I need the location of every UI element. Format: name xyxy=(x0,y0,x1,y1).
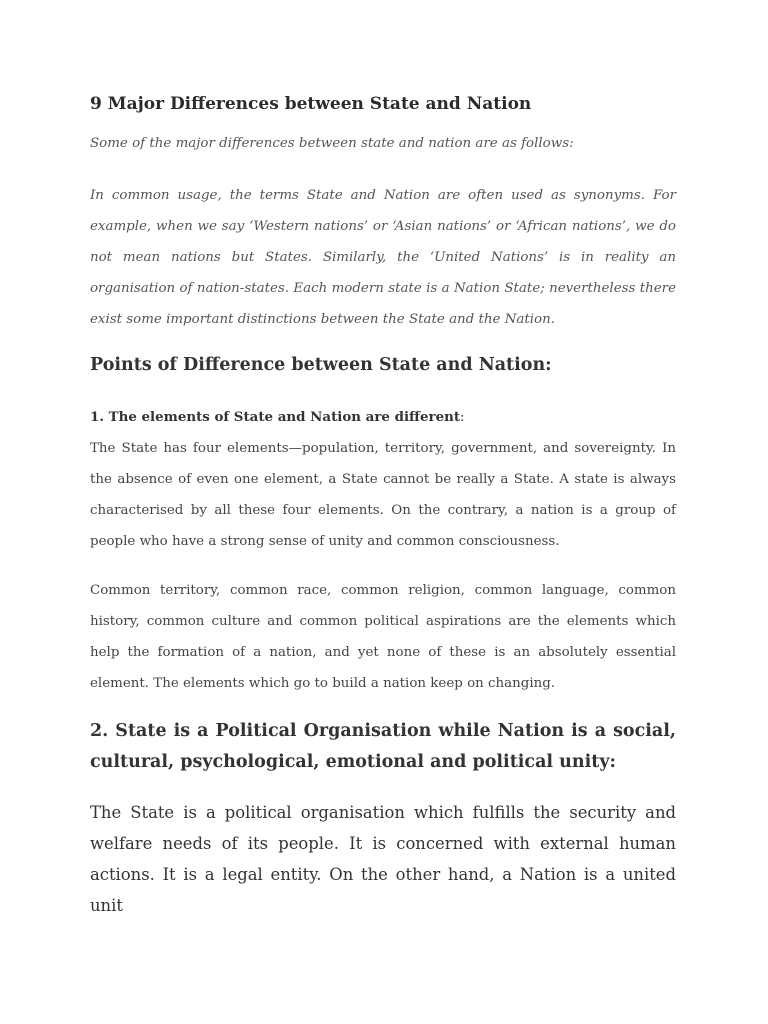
point-2-heading: 2. State is a Political Organisation while Nation is a social, cultural, psychological, emotional and political unity: xyxy=(90,721,676,772)
usage-paragraph: In common usage, the terms State and Nation are often used as synonyms. For example, when we say ‘Western nations’ or ‘Asian nations’ or ‘African nations’, we do not mean nations but States. Similarly, the ‘United Nations’ is in reality an organisation of nation-states. Each modern state is a Nation State; nevertheless there exist some important distinctions between the State and the Nation. xyxy=(90,188,676,327)
point-1-paragraph-1: The State has four elements—population, territory, government, and sovereignty. In the absence of even one element, a State cannot be really a State. A state is always characterised by all these four elements. On the contrary, a nation is a group of people who have a strong sense of unity and common consciousness. xyxy=(90,441,676,549)
point-1-paragraph-2: Common territory, common race, common religion, common language, common history, common culture and common political aspirations are the elements which help the formation of a nation, and yet none of these is an absolutely essential element. The elements which go to build a nation keep on changing. xyxy=(90,583,676,691)
point-1-heading-text: 1. The elements of State and Nation are different xyxy=(90,409,461,425)
points-heading: Points of Difference between State and Nation: xyxy=(90,355,552,375)
point-2-paragraph-1: The State is a political organisation which fulfills the security and welfare needs of its people. It is concerned with external human actions. It is a legal entity. On the other hand, a Nation is a united unit xyxy=(90,803,676,915)
article-intro: Some of the major differences between state and nation are as follows: xyxy=(90,136,574,151)
article-title: 9 Major Differences between State and Nation xyxy=(90,94,532,114)
point-1-heading-suffix: : xyxy=(460,410,465,425)
point-1-heading xyxy=(90,405,676,430)
